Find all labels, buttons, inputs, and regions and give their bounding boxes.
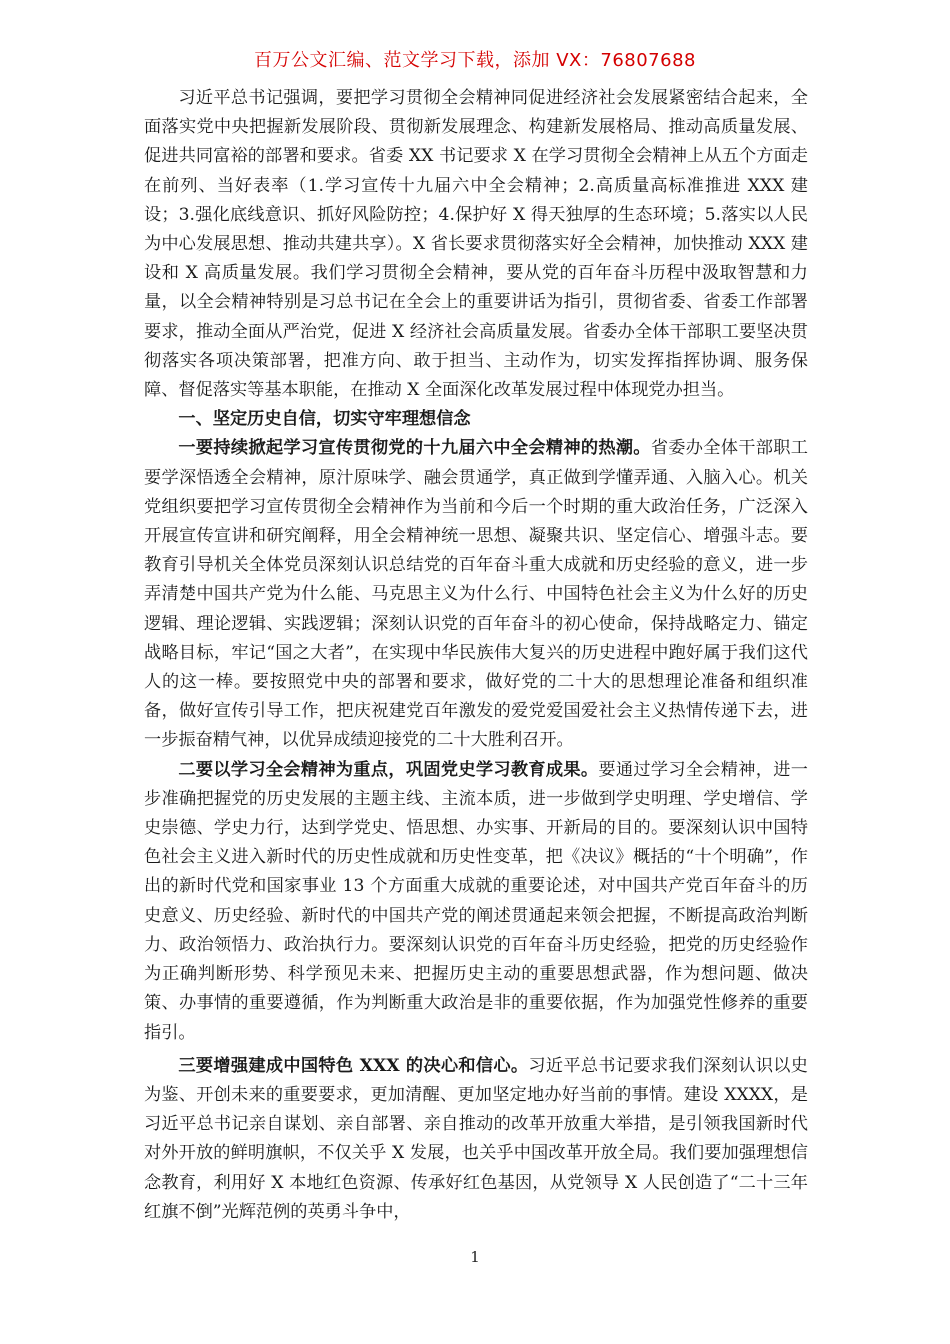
paragraph-3-lead: 三要增强建成中国特色 XXX 的决心和信心。 — [178, 1055, 529, 1076]
paragraph-2 — [144, 756, 808, 1048]
page-number: 1 — [470, 1248, 480, 1266]
paragraph-1-lead: 一要持续掀起学习宣传贯彻党的十九届六中全会精神的热潮。 — [178, 438, 651, 459]
document-body — [144, 84, 808, 1227]
paragraph-1-body: 省委办全体干部职工要学深悟透全会精神，原汁原味学、融会贯通学，真正做到学懂弄通、入脑入心。机关党组织要把学习宣传贯彻全会精神作为当前和今后一个时期的重大政治任务，广泛深入开展宣传宣讲和研究阐释，用全会精神统一思想、凝聚共识、坚定信心、增强斗志。要教育引导机关全体党员深刻认识总结党的百年奋斗重大成就和历史经验的意义，进一步弄清楚中国共产党为什么能、马克思主义为什么行、中国特色社会主义为什么好的历史逻辑、理论逻辑、实践逻辑；深刻认识党的百年奋斗的初心使命，保持战略定力、锚定战略目标，牢记“国之大者”，在实现中华民族伟大复兴的历史进程中跑好属于我们这代人的这一棒。要按照党中央的部署和要求，做好党的二十大的思想理论准备和组织准备，做好宣传引导工作，把庆祝建党百年激发的爱党爱国爱社会主义热情传递下去，进一步振奋精气神，以优异成绩迎接党的二十大胜利召开。 — [144, 438, 808, 751]
paragraph-1 — [144, 434, 808, 755]
paragraph-2-lead: 二要以学习全会精神为重点，巩固党史学习教育成果。 — [178, 759, 599, 780]
paragraph-3-body: 习近平总书记要求我们深刻认识以史为鉴、开创未来的重要要求，更加清醒、更加坚定地办好当前的事情。建设 XXXX，是习近平总书记亲自谋划、亲自部署、亲自推动的改革开放重大举措，是引领我国新时代对外开放的鲜明旗帜，不仅关乎 X 发展，也关乎中国改革开放全局。我们要加强理想信念教育，利用好 X 本地红色资源、传承好红色基因，从党领导 X 人民创造了“二十三年红旗不倒”光辉范例的英勇斗争中， — [144, 1055, 808, 1222]
paragraph-2-body: 要通过学习全会精神，进一步准确把握党的历史发展的主题主线、主流本质，进一步做到学史明理、学史增信、学史崇德、学史力行，达到学党史、悟思想、办实事、开新局的目的。要深刻认识中国特色社会主义进入新时代的历史性成就和历史性变革，把《决议》概括的“十个明确”，作出的新时代党和国家事业 13 个方面重大成就的重要论述，对中国共产党百年奋斗的历史意义、历史经验、新时代的中国共产党的阐述贯通起来领会把握，不断提高政治判断力、政治领悟力、政治执行力。要深刻认识党的百年奋斗历史经验，把党的历史经验作为正确判断形势、科学预见未来、把握历史主动的重要思想武器，作为想问题、做决策、办事情的重要遵循，作为判断重大政治是非的重要依据，作为加强党性修养的重要指引。 — [144, 759, 808, 1043]
section-heading: 一、坚定历史自信，切实守牢理想信念 — [178, 409, 471, 430]
paragraph-3 — [144, 1052, 808, 1227]
watermark-banner: 百万公文汇编、范文学习下载，添加 VX：76807688 — [254, 50, 696, 71]
intro-paragraph: 习近平总书记强调，要把学习贯彻全会精神同促进经济社会发展紧密结合起来，全面落实党中央把握新发展阶段、贯彻新发展理念、构建新发展格局、推动高质量发展、促进共同富裕的部署和要求。省委 XX 书记要求 X 在学习贯彻全会精神上从五个方面走在前列、当好表率（1.学习宣传十九届六中全会精神；2.高质量高标准推进 XXX 建设；3.强化底线意识、抓好风险防控；4.保护好 X 得天独厚的生态环境；5.落实以人民为中心发展思想、推动共建共享）。X 省长要求贯彻落实好全会精神，加快推动 XXX 建设和 X 高质量发展。我们学习贯彻全会精神，要从党的百年奋斗历程中汲取智慧和力量，以全会精神特别是习总书记在全会上的重要讲话为指引，贯彻省委、省委工作部署要求，推动全面从严治党，促进 X 经济社会高质量发展。省委办全体干部职工要坚决贯彻落实各项决策部署，把准方向、敢于担当、主动作为，切实发挥指挥协调、服务保障、督促落实等基本职能，在推动 X 全面深化改革发展过程中体现党办担当。 — [144, 88, 808, 401]
